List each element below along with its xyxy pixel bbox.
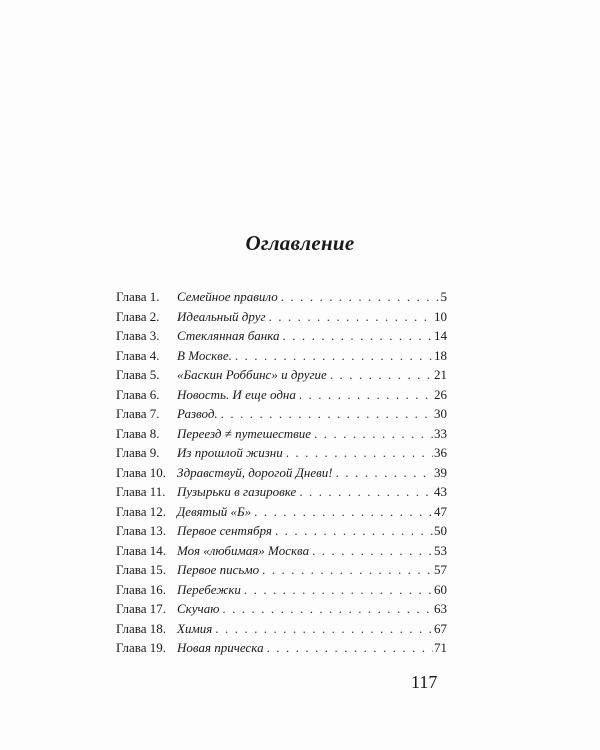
dot-leader [221, 404, 433, 424]
dot-leader [222, 599, 433, 619]
chapter-title: «Баскин Роббинс» и другие [177, 367, 327, 382]
chapter-label: Глава 9. [116, 445, 160, 460]
chapter-page-number: 50 [434, 523, 447, 538]
toc-entry [116, 424, 447, 444]
chapter-title: В Москве. [177, 347, 232, 363]
toc-entry [116, 307, 447, 327]
toc-entry [116, 502, 447, 522]
chapter-page-number: 39 [434, 464, 447, 480]
chapter-label: Глава 12. [116, 503, 167, 519]
chapter-label: Глава 14. [116, 542, 167, 558]
chapter-page-number: 53 [434, 542, 447, 558]
chapter-page-number: 36 [434, 445, 447, 460]
chapter-label: Глава 18. [116, 620, 167, 636]
chapter-title: Скучаю [177, 601, 220, 616]
chapter-page-number: 43 [434, 484, 447, 499]
chapter-page-number: 67 [434, 620, 447, 636]
chapter-label: Глава 10. [116, 464, 167, 480]
toc-entry [116, 463, 447, 483]
toc-entry [116, 326, 447, 346]
toc-entry [116, 365, 447, 385]
dot-leader [314, 424, 433, 444]
chapter-title: Девятый «Б» [177, 503, 252, 519]
chapter-page-number: 26 [434, 386, 447, 402]
toc-heading: Оглавление [245, 231, 355, 255]
chapter-page-number: 14 [434, 328, 447, 343]
toc-entry [116, 521, 447, 541]
toc-entry [116, 619, 447, 639]
chapter-label: Глава 3. [116, 328, 160, 343]
chapter-label: Глава 4. [116, 347, 160, 363]
chapter-label: Глава 11. [116, 484, 166, 499]
toc-entry [116, 560, 447, 580]
chapter-title: Семейное правило [177, 289, 278, 304]
dot-leader [262, 560, 433, 580]
chapter-title: Пузырьки в газировке [177, 484, 297, 499]
chapter-title: Стеклянная банка [177, 328, 280, 343]
page-number: 117 [411, 672, 438, 692]
dot-leader [336, 463, 433, 483]
chapter-title: Переезд ≠ путешествие [177, 425, 312, 441]
dot-leader [299, 482, 433, 502]
dot-leader [244, 580, 433, 600]
chapter-label: Глава 16. [116, 581, 167, 597]
chapter-page-number: 71 [434, 640, 447, 655]
chapter-label: Глава 6. [116, 386, 160, 402]
toc-entry [116, 443, 447, 463]
dot-leader [235, 346, 433, 366]
dot-leader [269, 307, 433, 327]
chapter-page-number: 5 [440, 289, 447, 304]
chapter-title: Новость. И еще одна [177, 386, 296, 402]
chapter-label: Глава 17. [116, 601, 167, 616]
chapter-page-number: 63 [434, 601, 447, 616]
chapter-title: Идеальный друг [177, 308, 266, 324]
chapter-page-number: 57 [434, 562, 447, 577]
dot-leader [312, 541, 433, 561]
chapter-page-number: 60 [434, 581, 447, 597]
chapter-title: Химия [177, 620, 213, 636]
chapter-label: Глава 2. [116, 308, 160, 324]
dot-leader [283, 326, 433, 346]
toc-entry [116, 287, 447, 307]
chapter-label: Глава 19. [116, 640, 167, 655]
chapter-page-number: 47 [434, 503, 447, 519]
chapter-page-number: 18 [434, 347, 447, 363]
toc-entry [116, 482, 447, 502]
chapter-page-number: 10 [434, 308, 447, 324]
chapter-label: Глава 13. [116, 523, 167, 538]
chapter-label: Глава 1. [116, 289, 160, 304]
dot-leader [330, 365, 433, 385]
chapter-title: Первое письмо [177, 562, 260, 577]
chapter-label: Глава 5. [116, 367, 160, 382]
chapter-title: Развод. [177, 406, 218, 421]
dot-leader [215, 619, 433, 639]
chapter-title: Здравствуй, дорогой Дневи! [177, 464, 333, 480]
chapter-title: Новая прическа [177, 640, 264, 655]
toc-entry [116, 385, 447, 405]
chapter-title: Из прошлой жизни [177, 445, 283, 460]
chapter-label: Глава 15. [116, 562, 167, 577]
chapter-title: Моя «любимая» Москва [177, 542, 310, 558]
chapter-label: Глава 7. [116, 406, 160, 421]
toc-entry [116, 404, 447, 424]
chapter-page-number: 30 [434, 406, 447, 421]
chapter-label: Глава 8. [116, 425, 160, 441]
chapter-title: Первое сентября [177, 523, 272, 538]
toc-entry [116, 346, 447, 366]
toc-entry [116, 599, 447, 619]
dot-leader [267, 638, 433, 658]
dot-leader [281, 287, 440, 307]
toc-entry [116, 638, 447, 658]
dot-leader [275, 521, 433, 541]
toc-list [116, 287, 447, 658]
dot-leader [254, 502, 433, 522]
toc-entry [116, 541, 447, 561]
chapter-page-number: 33 [434, 425, 447, 441]
dot-leader [299, 385, 433, 405]
chapter-title: Перебежки [177, 581, 241, 597]
toc-entry [116, 580, 447, 600]
chapter-page-number: 21 [434, 367, 447, 382]
dot-leader [286, 443, 433, 463]
